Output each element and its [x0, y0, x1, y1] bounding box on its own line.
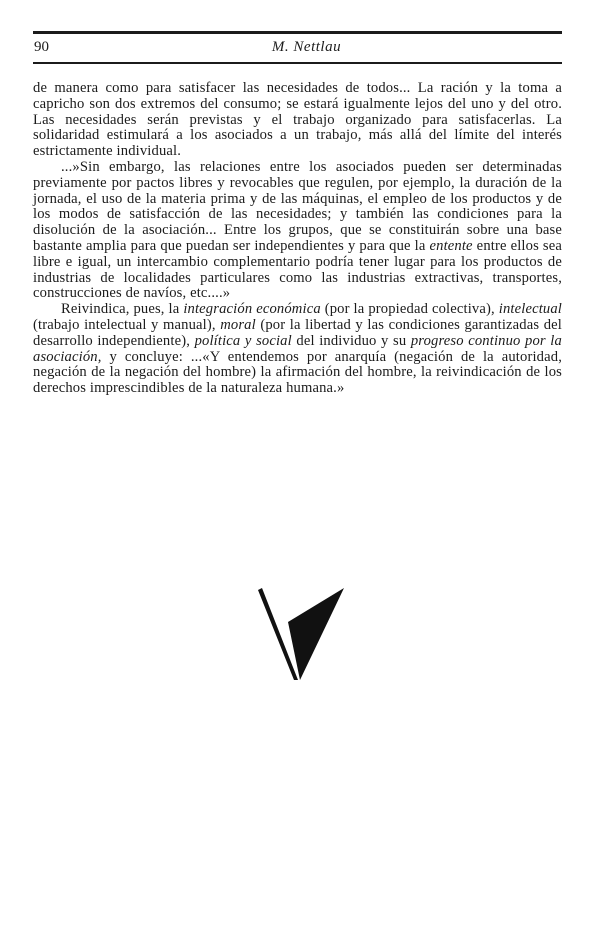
italic-text-run: moral	[220, 316, 256, 333]
text-run: y concluye: ...«Y entendemos por anarquía (negación de la autoridad, negación de la negación del hombre) la afirmación del hombre, la reivindicación de los derechos imprescindibles de la naturaleza humana.»	[33, 348, 562, 397]
page-number: 90	[34, 39, 49, 55]
text-run: de manera como para satisfacer las necesidades de todos... La ración y la toma a capricho son dos extremos del consumo; se estará igualmente lejos del uno y del otro. Las necesidades serán previstas y el trabajo organizado para satisfacerlas. La solidaridad estimulará a los asociados a un trabajo, más allá del límite del interés estrictamente individual.	[33, 80, 562, 160]
italic-text-run: política y social	[194, 332, 292, 349]
triangle-tailpiece-icon	[258, 588, 344, 680]
text-run: entre ellos sea libre e igual, un intercambio complementario podría tener lugar para los productos de industrias de localidades particulares como las industrias extractivas, transportes, construcciones de navíos, etc....»	[33, 237, 562, 302]
italic-text-run: integración económica	[183, 301, 321, 318]
tailpiece-right-wedge	[288, 588, 344, 680]
italic-text-run: intelectual	[498, 301, 562, 318]
text-run: (por la propiedad colectiva),	[320, 301, 499, 318]
paragraph	[33, 302, 562, 397]
text-run: (trabajo intelectual y manual),	[33, 316, 221, 333]
italic-text-run: progreso continuo por la asociación,	[33, 332, 562, 365]
running-head: M. Nettlau	[271, 39, 342, 55]
text-run: del individuo y su	[291, 332, 411, 349]
header-rule-bottom	[33, 62, 562, 64]
body-text	[33, 81, 562, 397]
paragraph	[33, 81, 562, 160]
text-run: ...»Sin embargo, las relaciones entre los asociados pueden ser determinadas previamente por pactos libres y revocables que regulen, por ejemplo, la duración de la jornada, el uso de la materia prima y de las máquinas, el empleo de los productos y de los modos de satisfacción de las necesidades; y también las condiciones para la disolución de la asociación... Entre los grupos, que se constituirán sobre una base bastante amplia para que puedan ser independientes y para que la	[33, 158, 562, 254]
text-run: Reivindica, pues, la	[61, 301, 184, 318]
paragraph	[33, 160, 562, 302]
italic-text-run: entente	[429, 237, 473, 254]
header-rule-top	[33, 31, 562, 34]
text-run: (por la libertad y las condiciones garantizadas del desarrollo independiente),	[33, 316, 562, 349]
